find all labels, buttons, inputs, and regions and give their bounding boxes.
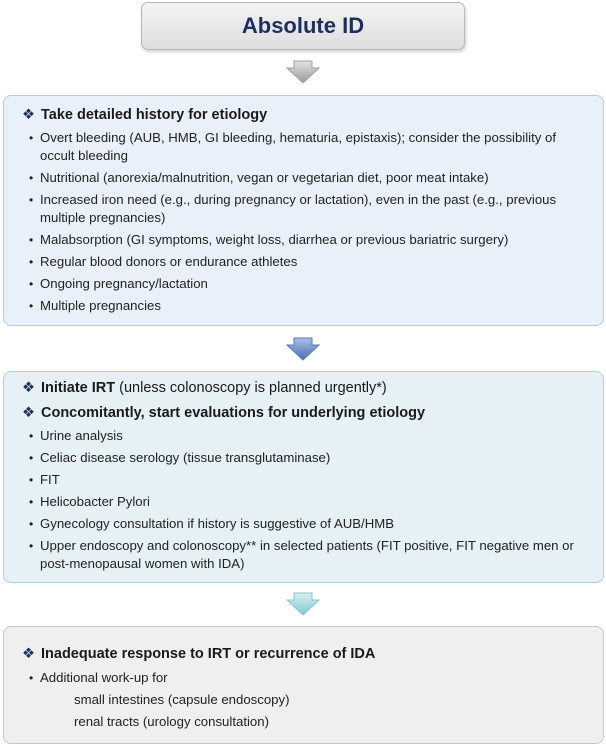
diamond-bullet-icon: ❖: [22, 405, 35, 421]
list-item: • Increased iron need (e.g., during pregnancy or lactation), even in the past (e.g., previous multiple pregnancies): [29, 191, 591, 227]
title-box: [141, 2, 465, 50]
list-item: • Gynecology consultation if history is suggestive of AUB/HMB: [29, 515, 591, 533]
workup-subitems: [74, 691, 591, 731]
treatment-step-box: [3, 371, 604, 583]
list-item: • Helicobacter Pylori: [29, 493, 591, 511]
list-item: • Regular blood donors or endurance athletes: [29, 253, 591, 271]
list-item: • FIT: [29, 471, 591, 489]
diamond-bullet-icon: ❖: [22, 107, 35, 123]
list-item: • Celiac disease serology (tissue transglutaminase): [29, 449, 591, 467]
down-arrow-3-icon: [285, 592, 321, 616]
list-item: • Nutritional (anorexia/malnutrition, vegan or vegetarian diet, poor meat intake): [29, 169, 591, 187]
list-item: • Upper endoscopy and colonoscopy** in selected patients (FIT positive, FIT negative men or post-menopausal women with IDA): [29, 537, 591, 573]
history-heading-text: Take detailed history for etiology: [41, 107, 268, 123]
followup-heading: [22, 644, 591, 664]
history-heading: [22, 105, 591, 125]
sub-item: renal tracts (urology consultation): [74, 714, 269, 729]
down-arrow-2-icon: [285, 337, 321, 361]
irt-heading: [22, 378, 591, 398]
history-step-box: [3, 95, 604, 326]
evaluation-heading: [22, 403, 591, 423]
list-item: • Multiple pregnancies: [29, 297, 591, 315]
diamond-bullet-icon: ❖: [22, 646, 35, 662]
list-item: • Ongoing pregnancy/lactation: [29, 275, 591, 293]
list-item: • Urine analysis: [29, 427, 591, 445]
diagram-title: Absolute ID: [241, 13, 365, 38]
diamond-bullet-icon: ❖: [22, 380, 35, 396]
followup-list: [22, 669, 591, 687]
followup-heading-text: Inadequate response to IRT or recurrence of IDA: [41, 646, 376, 662]
sub-item: small intestines (capsule endoscopy): [74, 692, 290, 707]
followup-step-box: [3, 626, 604, 744]
irt-heading-note: (unless colonoscopy is planned urgently*): [115, 380, 387, 396]
list-item: • Malabsorption (GI symptoms, weight loss, diarrhea or previous bariatric surgery): [29, 231, 591, 249]
down-arrow-1-icon: [285, 60, 321, 84]
evaluation-list: [22, 427, 591, 573]
list-item: • Overt bleeding (AUB, HMB, GI bleeding, hematuria, epistaxis); consider the possibility of occult bleeding: [29, 129, 591, 165]
evaluation-heading-text: Concomitantly, start evaluations for underlying etiology: [41, 405, 426, 421]
history-list: [22, 129, 591, 315]
list-item: • Additional work-up for: [29, 669, 591, 687]
irt-heading-bold: Initiate IRT: [41, 380, 116, 396]
